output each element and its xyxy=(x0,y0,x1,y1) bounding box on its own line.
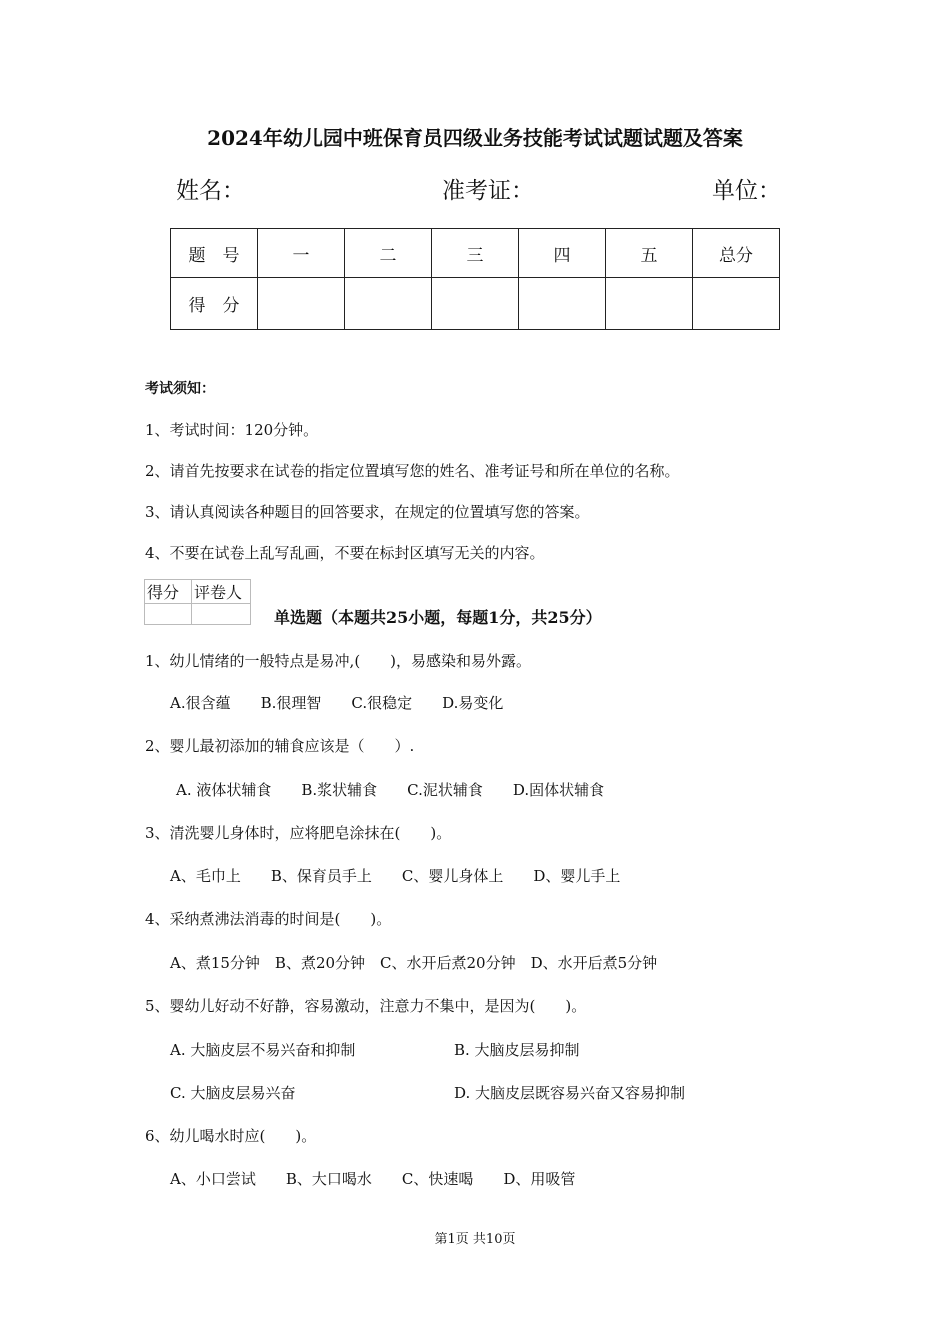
score-table-header-cell: 二 xyxy=(345,229,432,278)
score-table-header-cell: 三 xyxy=(432,229,519,278)
score-cell[interactable] xyxy=(432,278,519,330)
grader-score-label: 得分 xyxy=(145,580,192,604)
notice-item: 4、不要在试卷上乱写乱画，不要在标封区填写无关的内容。 xyxy=(145,544,545,562)
question-stem: 6、幼儿喝水时应( )。 xyxy=(145,1127,317,1145)
grader-reviewer-cell[interactable] xyxy=(192,604,251,625)
score-cell[interactable] xyxy=(258,278,345,330)
page-title: 2024年幼儿园中班保育员四级业务技能考试试题试题及答案 xyxy=(207,126,743,150)
score-table-score-row xyxy=(171,278,780,330)
score-table-header-cell: 总分 xyxy=(693,229,780,278)
page-footer: 第1页 共10页 xyxy=(434,1232,516,1247)
question-options: A、小口尝试 B、大口喝水 C、快速喝 D、用吸管 xyxy=(170,1170,576,1188)
question-options: A、煮15分钟 B、煮20分钟 C、水开后煮20分钟 D、水开后煮5分钟 xyxy=(170,954,658,972)
unit-field-label: 单位： xyxy=(712,178,781,204)
exam-number-field-label: 准考证： xyxy=(442,178,534,204)
question-stem: 5、婴幼儿好动不好静，容易激动，注意力不集中，是因为( )。 xyxy=(145,997,587,1015)
score-table-header-cell: 四 xyxy=(519,229,606,278)
score-table-header-row xyxy=(171,229,780,278)
question-options: A、毛巾上 B、保育员手上 C、婴儿身体上 D、婴儿手上 xyxy=(170,867,621,885)
score-cell[interactable] xyxy=(606,278,693,330)
score-table-header-cell: 一 xyxy=(258,229,345,278)
notice-heading: 考试须知： xyxy=(145,381,215,397)
score-cell[interactable] xyxy=(519,278,606,330)
notice-item: 3、请认真阅读各种题目的回答要求，在规定的位置填写您的答案。 xyxy=(145,503,590,521)
section-title: 单选题（本题共25小题，每题1分，共25分） xyxy=(274,608,602,627)
name-field-label: 姓名： xyxy=(176,178,245,204)
score-table xyxy=(170,228,780,330)
question-option: C. 大脑皮层易兴奋 xyxy=(170,1084,296,1102)
grader-score-cell[interactable] xyxy=(145,604,192,625)
question-stem: 3、清洗婴儿身体时，应将肥皂涂抹在( )。 xyxy=(145,824,452,842)
notice-item: 1、考试时间：120分钟。 xyxy=(145,421,319,439)
question-options: A. 液体状辅食 B.浆状辅食 C.泥状辅食 D.固体状辅食 xyxy=(176,781,605,799)
score-table-header-cell: 五 xyxy=(606,229,693,278)
question-option: B. 大脑皮层易抑制 xyxy=(454,1041,580,1059)
score-cell[interactable] xyxy=(693,278,780,330)
question-stem: 2、婴儿最初添加的辅食应该是（ ）. xyxy=(145,737,415,755)
grader-reviewer-label: 评卷人 xyxy=(192,580,251,604)
question-stem: 1、幼儿情绪的一般特点是易冲,( )，易感染和易外露。 xyxy=(145,652,532,670)
grader-box xyxy=(144,579,251,625)
score-table-header-cell: 题 号 xyxy=(171,229,258,278)
question-stem: 4、采纳煮沸法消毒的时间是( )。 xyxy=(145,910,392,928)
notice-item: 2、请首先按要求在试卷的指定位置填写您的姓名、准考证号和所在单位的名称。 xyxy=(145,462,680,480)
score-cell[interactable] xyxy=(345,278,432,330)
question-option: D. 大脑皮层既容易兴奋又容易抑制 xyxy=(454,1084,686,1102)
score-row-label: 得 分 xyxy=(171,278,258,330)
question-option: A. 大脑皮层不易兴奋和抑制 xyxy=(170,1041,356,1059)
question-options: A.很含蕴 B.很理智 C.很稳定 D.易变化 xyxy=(170,694,504,712)
